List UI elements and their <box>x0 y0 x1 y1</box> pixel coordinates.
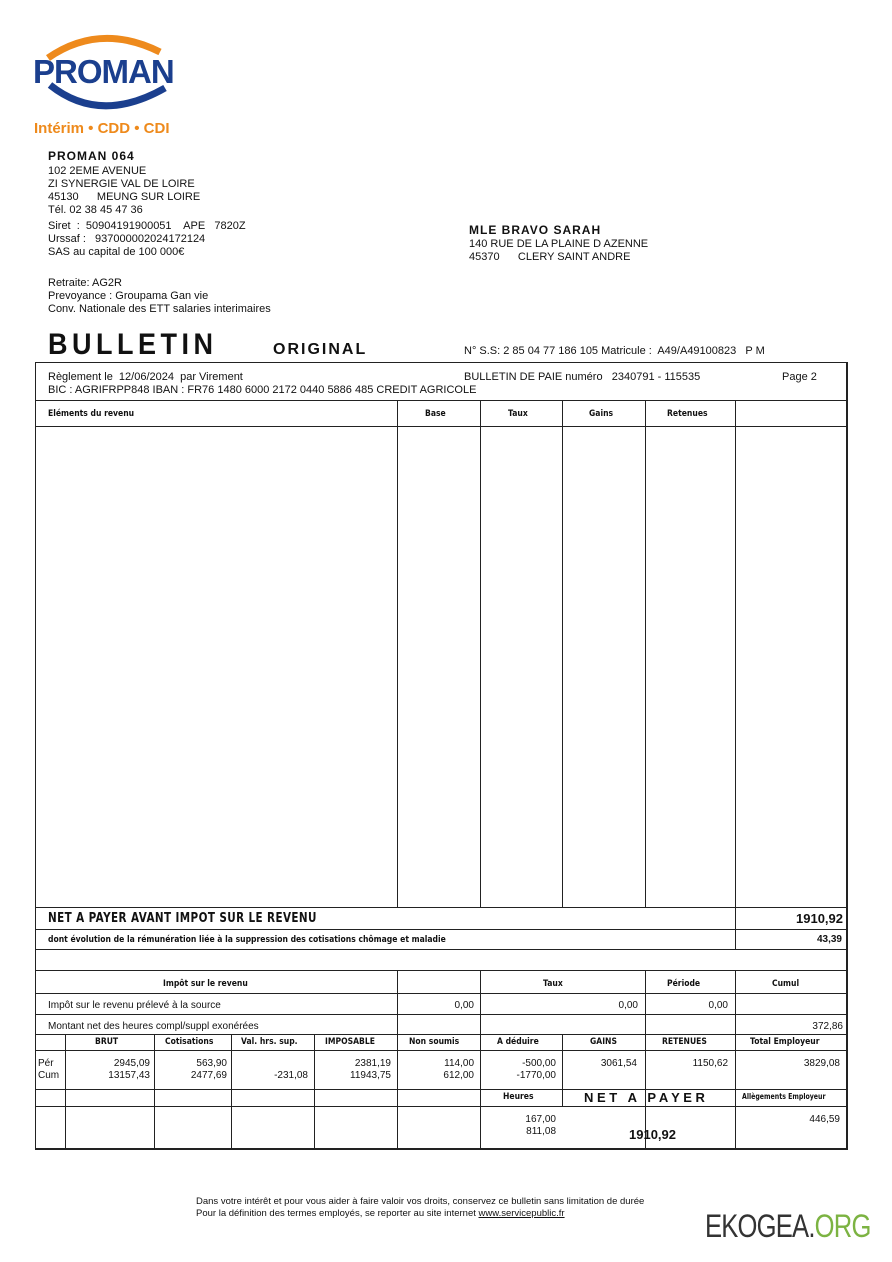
employee-name: MLE BRAVO SARAH <box>469 223 602 237</box>
hdr-gains: GAINS <box>590 1037 617 1047</box>
montant-heures-value: 372,86 <box>812 1021 843 1032</box>
dont-evolution-label: dont évolution de la rémunération liée à la suppression des cotisations chômage et maladie <box>48 935 446 945</box>
employer-extra: Retraite: AG2R Prevoyance : Groupama Gan vie Conv. Nationale des ETT salaries interimaires <box>48 277 271 315</box>
employer-line: ZI SYNERGIE VAL DE LOIRE <box>48 178 195 190</box>
page-number: Page 2 <box>782 371 817 383</box>
bulletin-number: BULLETIN DE PAIE numéro 2340791 - 115535 <box>464 371 701 383</box>
col-gains: Gains <box>589 409 614 419</box>
hdr-a-deduire: A déduire <box>497 1037 539 1047</box>
reglement: Règlement le 12/06/2024 par Virement <box>48 371 243 383</box>
hdr-cotisations: Cotisations <box>165 1037 214 1047</box>
col-retenues: Retenues <box>667 409 708 419</box>
dont-evolution-value: 43,39 <box>816 934 842 945</box>
employer-name: PROMAN 064 <box>48 149 135 163</box>
servicepublic-link[interactable]: www.servicepublic.fr <box>478 1208 565 1219</box>
net-a-payer-value: 1910,92 <box>629 1127 676 1142</box>
employer-line: 45130 MEUNG SUR LOIRE <box>48 191 201 203</box>
brut-values: 2945,09 13157,43 <box>108 1058 150 1081</box>
col-base: Base <box>425 409 446 419</box>
impot-periode: 0,00 <box>708 1000 728 1011</box>
heures-label: Heures <box>503 1092 534 1102</box>
impot-base: 0,00 <box>454 1000 474 1011</box>
logo-tagline: Intérim • CDD • CDI <box>34 120 170 137</box>
total-employeur-value: 3829,08 <box>803 1058 840 1069</box>
heures-values: 167,00 811,08 <box>525 1114 556 1137</box>
hdr-val-hrs-sup: Val. hrs. sup. <box>241 1037 298 1047</box>
employer-line: Siret : 50904191900051 APE 7820Z <box>48 220 246 232</box>
hdr-non-soumis: Non soumis <box>409 1037 460 1047</box>
allegements-label: Allègements Employeur <box>742 1092 826 1101</box>
impot-cumul-header: Cumul <box>772 979 800 989</box>
impot-header: Impôt sur le revenu <box>163 979 248 989</box>
ss-matricule: N° S.S: 2 85 04 77 186 105 Matricule : A49/A49100823 P M <box>464 345 765 357</box>
net-avant-impot-label: NET A PAYER AVANT IMPOT SUR LE REVENU <box>48 911 317 926</box>
bank-info: BIC : AGRIFRPP848 IBAN : FR76 1480 6000 2172 0440 5886 485 CREDIT AGRICOLE <box>48 384 477 396</box>
employer-line: Urssaf : 937000002024172124 <box>48 233 206 245</box>
val-hrs-sup-value: -231,08 <box>274 1070 308 1081</box>
footer-line1: Dans votre intérêt et pour vous aider à faire valoir vos droits, conservez ce bulletin sans limitation de durée <box>196 1196 645 1207</box>
employer-line: SAS au capital de 100 000€ <box>48 246 185 258</box>
footer-line2: Pour la définition des termes employés, se reporter au site internet www.servicepublic.fr <box>196 1208 565 1219</box>
logo-brand: PROMAN <box>33 53 174 90</box>
retenues-value: 1150,62 <box>692 1058 728 1069</box>
impot-taux-header: Taux <box>543 979 563 989</box>
net-a-payer-label: N E T A P A Y E R <box>584 1090 705 1105</box>
allegements-value: 446,59 <box>809 1114 840 1125</box>
impot-periode-header: Période <box>667 979 701 989</box>
hdr-total-employeur: Total Employeur <box>750 1037 820 1047</box>
a-deduire-values: -500,00 -1770,00 <box>516 1058 556 1081</box>
impot-taux: 0,00 <box>618 1000 638 1011</box>
net-avant-impot-value: 1910,92 <box>796 911 843 926</box>
col-elements: Eléments du revenu <box>48 409 135 419</box>
impot-row-label: Impôt sur le revenu prélevé à la source <box>48 1000 221 1011</box>
cotisations-values: 563,90 2477,69 <box>190 1058 227 1081</box>
employee-address1: 140 RUE DE LA PLAINE D AZENNE <box>469 238 649 250</box>
employee-address2: 45370 CLERY SAINT ANDRE <box>469 251 631 263</box>
employer-address <box>48 165 246 259</box>
employer-line: Tél. 02 38 45 47 36 <box>48 204 143 216</box>
non-soumis-values: 114,00 612,00 <box>443 1058 474 1081</box>
watermark: EKOGEA.ORG <box>705 1208 871 1244</box>
employer-line: 102 2EME AVENUE <box>48 165 147 177</box>
row-labels: Pér Cum <box>38 1058 60 1081</box>
doc-title: BULLETIN <box>48 328 218 361</box>
gains-value: 3061,54 <box>600 1058 637 1069</box>
col-taux: Taux <box>508 409 528 419</box>
montant-heures-label: Montant net des heures compl/suppl exonérées <box>48 1021 259 1032</box>
hdr-brut: BRUT <box>95 1037 119 1047</box>
imposable-values: 2381,19 11943,75 <box>350 1058 391 1081</box>
hdr-imposable: IMPOSABLE <box>325 1037 375 1047</box>
original-label: ORIGINAL <box>273 341 368 358</box>
hdr-retenues: RETENUES <box>662 1037 707 1047</box>
